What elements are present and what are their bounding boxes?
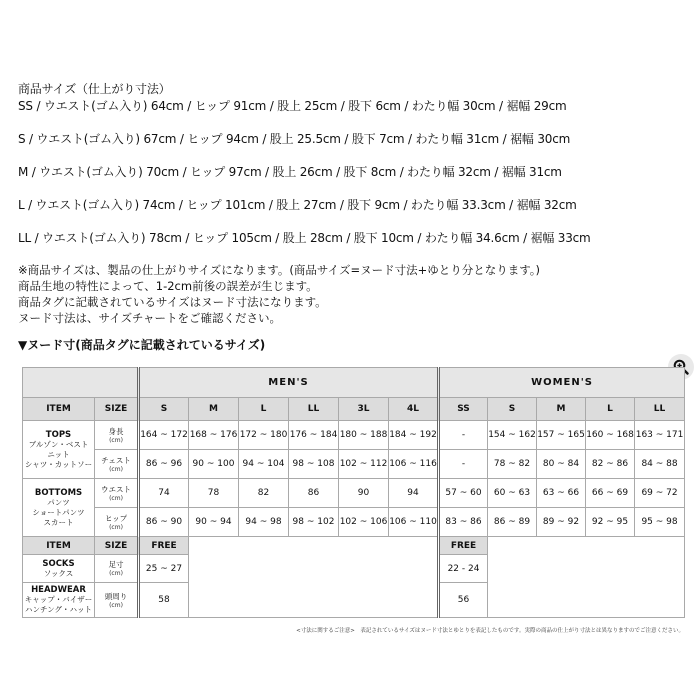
value-cell: 176 ~ 184 xyxy=(289,421,339,450)
category-sub: ハンチング・ハット xyxy=(25,605,92,614)
spec-line-ss: SS / ウエスト(ゴム入り) 64cm / ヒップ 91cm / 股上 25cm / 股下 6cm / わたり幅 30cm / 裾幅 29cm xyxy=(18,99,567,113)
value-cell: 106 ~ 116 xyxy=(389,450,439,479)
value-cell: 66 ~ 69 xyxy=(586,479,635,508)
value-cell: 106 ~ 110 xyxy=(389,508,439,537)
measure-unit: (cm) xyxy=(109,601,123,609)
category-sub: パンツ xyxy=(47,497,70,507)
value-cell: 94 xyxy=(389,479,439,508)
value-cell: 86 ~ 90 xyxy=(139,508,189,537)
value-cell: 86 ~ 89 xyxy=(488,508,537,537)
category-bottoms xyxy=(23,479,95,537)
value-cell: 98 ~ 108 xyxy=(289,450,339,479)
note-line: ※商品サイズは、製品の仕上がりサイズになります。(商品サイズ=ヌード寸法+ゆとり分となります。) xyxy=(18,263,541,277)
category-sub: ソックス xyxy=(43,568,74,578)
value-cell: 89 ~ 92 xyxy=(537,508,586,537)
corner-cell xyxy=(23,368,139,398)
measure-unit: (cm) xyxy=(109,570,123,577)
value-cell: 180 ~ 188 xyxy=(339,421,389,450)
value-cell: 63 ~ 66 xyxy=(537,479,586,508)
measure-name: 足寸 xyxy=(108,560,124,569)
free-header: FREE xyxy=(439,537,488,555)
value-cell: 94 ~ 104 xyxy=(239,450,289,479)
category-sub: スカート xyxy=(43,517,74,527)
category-sub: キャップ・バイザー xyxy=(24,595,93,604)
value-cell: 154 ~ 162 xyxy=(488,421,537,450)
value-cell: 95 ~ 98 xyxy=(635,508,685,537)
value-cell: 69 ~ 72 xyxy=(635,479,685,508)
value-cell: 94 ~ 98 xyxy=(239,508,289,537)
size-col-header: LL xyxy=(289,398,339,421)
value-cell: 57 ~ 60 xyxy=(439,479,488,508)
category-sub: ブルゾン・ベスト xyxy=(28,439,89,449)
value-cell: 102 ~ 112 xyxy=(339,450,389,479)
measure-cell xyxy=(95,450,139,479)
size-col-header: 3L xyxy=(339,398,389,421)
measure-unit: (cm) xyxy=(109,465,123,473)
value-cell: 92 ~ 95 xyxy=(586,508,635,537)
measure-name: チェスト xyxy=(101,455,131,465)
note-line: 商品生地の特性によって、1-2cm前後の誤差が生じます。 xyxy=(18,279,318,293)
value-cell: 74 xyxy=(139,479,189,508)
empty-cell xyxy=(488,537,685,618)
size-col-header: 4L xyxy=(389,398,439,421)
item-header: ITEM xyxy=(23,537,95,555)
spec-line-l: L / ウエスト(ゴム入り) 74cm / ヒップ 101cm / 股上 27cm / 股下 9cm / わたり幅 33.3cm / 裾幅 32cm xyxy=(18,198,577,212)
value-cell: 22 - 24 xyxy=(439,555,488,583)
measure-cell xyxy=(95,479,139,508)
spec-heading: 商品サイズ（仕上がり寸法） xyxy=(18,82,171,96)
measure-cell xyxy=(95,508,139,537)
size-col-header: M xyxy=(537,398,586,421)
category-name: HEADWEAR xyxy=(31,585,86,595)
size-col-header: S xyxy=(139,398,189,421)
value-cell: 164 ~ 172 xyxy=(139,421,189,450)
free-header: FREE xyxy=(139,537,189,555)
size-col-header: L xyxy=(239,398,289,421)
measure-unit: (cm) xyxy=(109,436,123,444)
value-cell: 82 ~ 86 xyxy=(586,450,635,479)
footnote: <寸法に関するご注意> 表記されているサイズはヌード寸法とゆとりを表記したものです。実際の商品の仕上がり寸法とは異なりますのでご注意ください。 xyxy=(296,628,684,634)
size-header: SIZE xyxy=(95,398,139,421)
value-cell: 90 xyxy=(339,479,389,508)
value-cell: 157 ~ 165 xyxy=(537,421,586,450)
value-cell: - xyxy=(439,421,488,450)
womens-header: WOMEN'S xyxy=(439,368,685,398)
category-name: BOTTOMS xyxy=(34,487,83,498)
value-cell: 25 ~ 27 xyxy=(139,555,189,583)
size-col-header: L xyxy=(586,398,635,421)
value-cell: 90 ~ 100 xyxy=(189,450,239,479)
value-cell: 163 ~ 171 xyxy=(635,421,685,450)
category-tops xyxy=(23,421,95,479)
value-cell: 82 xyxy=(239,479,289,508)
value-cell: 160 ~ 168 xyxy=(586,421,635,450)
spec-line-s: S / ウエスト(ゴム入り) 67cm / ヒップ 94cm / 股上 25.5cm / 股下 7cm / わたり幅 31cm / 裾幅 30cm xyxy=(18,132,571,146)
note-line: 商品タグに記載されているサイズはヌード寸法になります。 xyxy=(18,295,327,309)
category-socks xyxy=(23,555,95,583)
size-col-header: S xyxy=(488,398,537,421)
value-cell: 78 xyxy=(189,479,239,508)
size-col-header: LL xyxy=(635,398,685,421)
mens-header: MEN'S xyxy=(139,368,439,398)
value-cell: 86 ~ 96 xyxy=(139,450,189,479)
measure-cell xyxy=(95,555,139,583)
category-name: TOPS xyxy=(45,429,72,440)
category-headwear xyxy=(23,583,95,618)
value-cell: - xyxy=(439,450,488,479)
measure-name: ヒップ xyxy=(104,513,128,523)
item-header: ITEM xyxy=(23,398,95,421)
category-sub: ニット xyxy=(47,449,70,459)
category-sub: ショートパンツ xyxy=(32,507,85,517)
value-cell: 168 ~ 176 xyxy=(189,421,239,450)
value-cell: 80 ~ 84 xyxy=(537,450,586,479)
value-cell: 56 xyxy=(439,583,488,618)
category-name: SOCKS xyxy=(42,558,75,569)
spec-line-ll: LL / ウエスト(ゴム入り) 78cm / ヒップ 105cm / 股上 28cm / 股下 10cm / わたり幅 34.6cm / 裾幅 33cm xyxy=(18,231,591,245)
note-line: ヌード寸法は、サイズチャートをご確認ください。 xyxy=(18,311,282,325)
measure-name: 身長 xyxy=(108,426,124,436)
measure-cell xyxy=(95,583,139,618)
value-cell: 102 ~ 106 xyxy=(339,508,389,537)
measure-name: 頭周り xyxy=(104,591,128,601)
value-cell: 83 ~ 86 xyxy=(439,508,488,537)
value-cell: 184 ~ 192 xyxy=(389,421,439,450)
size-col-header: SS xyxy=(439,398,488,421)
spec-line-m: M / ウエスト(ゴム入り) 70cm / ヒップ 97cm / 股上 26cm / 股下 8cm / わたり幅 32cm / 裾幅 31cm xyxy=(18,165,562,179)
category-sub: シャツ・カットソー xyxy=(24,459,93,469)
measure-name: ウエスト xyxy=(101,484,131,494)
size-col-header: M xyxy=(189,398,239,421)
size-chart-table xyxy=(22,367,685,618)
value-cell: 84 ~ 88 xyxy=(635,450,685,479)
value-cell: 90 ~ 94 xyxy=(189,508,239,537)
size-header: SIZE xyxy=(95,537,139,555)
value-cell: 58 xyxy=(139,583,189,618)
value-cell: 78 ~ 82 xyxy=(488,450,537,479)
measure-unit: (cm) xyxy=(109,494,123,502)
value-cell: 60 ~ 63 xyxy=(488,479,537,508)
value-cell: 172 ~ 180 xyxy=(239,421,289,450)
empty-cell xyxy=(189,537,439,618)
value-cell: 98 ~ 102 xyxy=(289,508,339,537)
measure-cell xyxy=(95,421,139,450)
value-cell: 86 xyxy=(289,479,339,508)
nude-size-heading: ▼ヌード寸(商品タグに記載されているサイズ) xyxy=(18,338,266,352)
measure-unit: (cm) xyxy=(109,523,123,531)
